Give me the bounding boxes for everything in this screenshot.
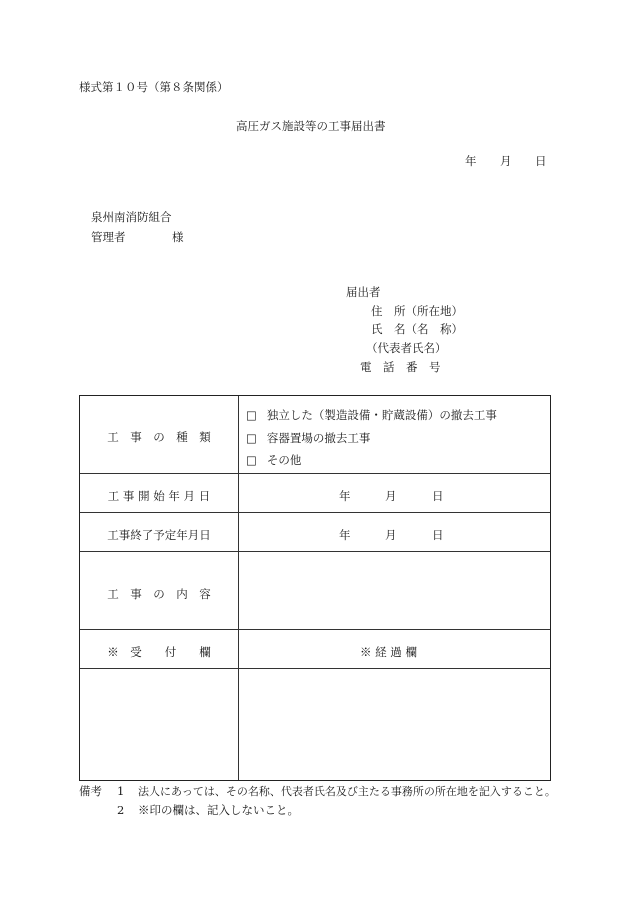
date-year: 年 bbox=[465, 154, 477, 168]
progress-label: ※ 経 過 欄 bbox=[360, 645, 417, 659]
checkbox-icon[interactable]: □ bbox=[246, 431, 257, 445]
date-month: 月 bbox=[500, 154, 512, 168]
applicant-phone-label: 電 話 番 号 bbox=[360, 360, 441, 374]
table-column-divider bbox=[238, 396, 239, 780]
end-date-year[interactable]: 年 bbox=[339, 528, 351, 542]
page-title: 高圧ガス施設等の工事届出書 bbox=[236, 119, 386, 133]
notes-prefix: 備考 bbox=[79, 784, 102, 798]
construction-form-table bbox=[79, 395, 551, 781]
row-divider bbox=[80, 668, 550, 669]
construction-content-field[interactable] bbox=[240, 553, 550, 628]
end-date-month[interactable]: 月 bbox=[385, 528, 397, 542]
construction-type-label: 工 事 の 種 類 bbox=[107, 430, 211, 444]
reception-box bbox=[80, 670, 237, 780]
row-divider bbox=[80, 512, 550, 513]
checkbox-icon[interactable]: □ bbox=[246, 453, 257, 467]
applicant-address-label: 住 所（所在地） bbox=[371, 304, 463, 318]
applicant-name-label: 氏 名（名 称） bbox=[371, 322, 463, 336]
recipient-admin: 管理者 bbox=[91, 230, 126, 244]
checkbox-icon[interactable]: □ bbox=[246, 408, 257, 422]
recipient-honorific: 様 bbox=[172, 230, 184, 244]
start-date-year[interactable]: 年 bbox=[339, 489, 351, 503]
option-label: 独立した（製造設備・貯蔵設備）の撤去工事 bbox=[266, 408, 497, 422]
start-date-month[interactable]: 月 bbox=[385, 489, 397, 503]
row-divider bbox=[80, 473, 550, 474]
applicant-label: 届出者 bbox=[346, 285, 381, 299]
start-date-label: 工 事 開 始 年 月 日 bbox=[107, 489, 211, 503]
date-day: 日 bbox=[535, 154, 547, 168]
construction-content-label: 工 事 の 内 容 bbox=[107, 587, 211, 601]
applicant-representative-label: （代表者氏名） bbox=[366, 341, 447, 355]
progress-box bbox=[240, 670, 550, 780]
note-2-number: 2 bbox=[117, 803, 125, 817]
option-container-storage-removal[interactable] bbox=[246, 430, 370, 446]
option-other[interactable] bbox=[246, 452, 301, 468]
note-1-text: 法人にあっては、その名称、代表者氏名及び主たる事務所の所在地を記入すること。 bbox=[138, 785, 556, 798]
recipient-org: 泉州南消防組合 bbox=[91, 210, 172, 224]
form-number: 様式第１０号（第８条関係） bbox=[79, 80, 229, 94]
option-label: 容器置場の撤去工事 bbox=[266, 431, 371, 445]
option-label: その他 bbox=[266, 453, 302, 467]
note-2-text: ※印の欄は、記入しないこと。 bbox=[138, 803, 299, 817]
start-date-day[interactable]: 日 bbox=[432, 489, 444, 503]
note-1-number: 1 bbox=[117, 784, 125, 798]
row-divider bbox=[80, 629, 550, 630]
end-date-day[interactable]: 日 bbox=[432, 528, 444, 542]
reception-label: ※ 受 付 欄 bbox=[107, 645, 211, 659]
option-independent-removal[interactable] bbox=[246, 407, 497, 423]
end-date-label: 工事終了予定年月日 bbox=[107, 528, 211, 542]
row-divider bbox=[80, 551, 550, 552]
